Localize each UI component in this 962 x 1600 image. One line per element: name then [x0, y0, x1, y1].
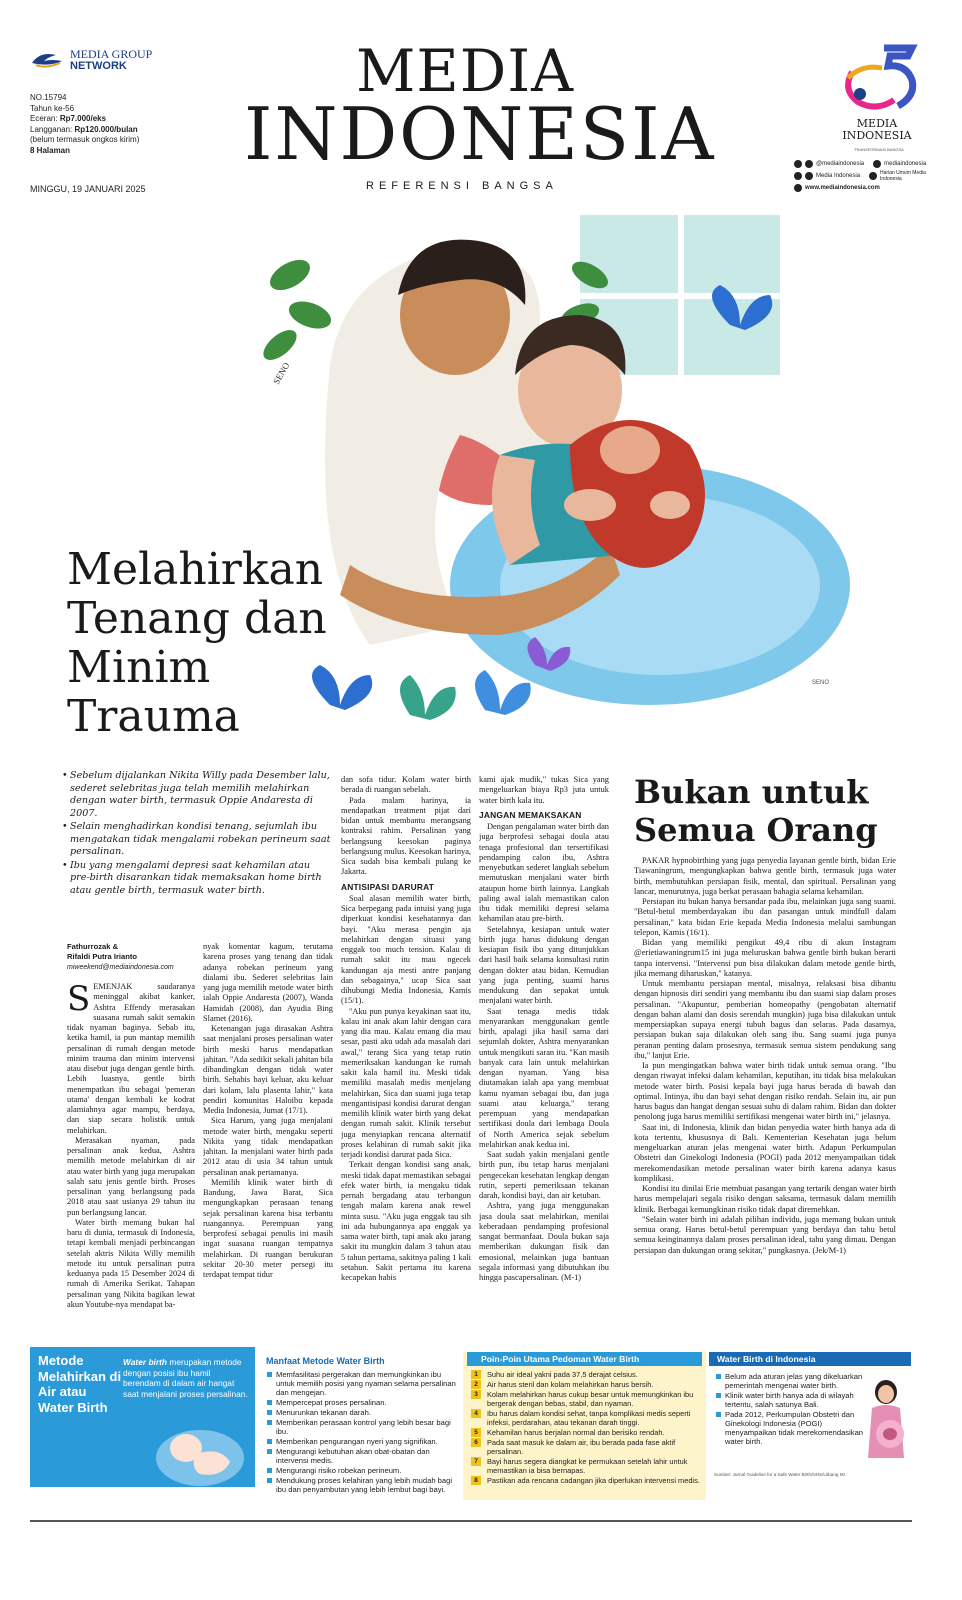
- paragraph: Dengan pengalaman water birth dan juga berprofesi sebagai doula atau tenaga profesional dan tersertifikasi pendamping calon ibu, Ashtra menyebutkan sederet langkah sebelum memutuskan menjalani water birth ataupun home birth lainnya. Langkah paling awal ialah memastikan calon ibu tidak memiliki depresi selama kehamilan atau pre-birth.: [479, 822, 609, 924]
- author-2: Rifaldi Putra Irianto: [67, 952, 138, 961]
- article-column-3: [341, 775, 471, 1344]
- definition-term: Water birth: [123, 1357, 168, 1367]
- paragraph: "Selain water birth ini adalah pilihan individu, juga memang bukan untuk semua orang. Harus betul-betul perempuan yang berdaya dan tahu betul semua keinginannya dalam proses persalinan ideal, tahu yang dimau. Dengan persiapan dan dukungan orang sekitar," pungkasnya. (Jek/M-1): [634, 1214, 896, 1255]
- paragraph: Ashtra, yang juga menggunakan jasa doula saat melahirkan, menilai keberadaan pendamping profesional sangat bermanfaat. Doula bukan saja memberikan dukungan fisik dan emosional, melainkan juga bantuan segala informasi yang dibutuhkan ibu hingga pascapersalinan. (M-1): [479, 1201, 609, 1282]
- number-badge: 1: [471, 1370, 481, 1379]
- anniversary-name: MEDIA INDONESIA: [842, 117, 912, 142]
- benefit-item: Mengurangi kebutuhan akan obat-obatan dan intervensi medis.: [266, 1447, 456, 1465]
- subscription-price: Rp120.000/bulan: [74, 124, 138, 134]
- article-highlights: [62, 770, 332, 898]
- retail-label: Eceran:: [30, 114, 58, 123]
- number-badge: 5: [471, 1428, 481, 1437]
- benefit-item: Menurunkan tekanan darah.: [266, 1408, 456, 1417]
- pregnant-woman-icon: [860, 1378, 912, 1466]
- highlight-item: • Ibu yang mengalami depresi saat kehamilan atau pre-birth disarankan tidak memaksakan home birth atau gentle birth, termasuk water birth.: [62, 860, 332, 898]
- guideline-item: 1 Suhu air ideal yakni pada 37,5 derajat celsius.: [471, 1370, 701, 1379]
- social-handle-4[interactable]: Harian Umum Media Indonesia: [880, 170, 926, 182]
- guideline-item: 4 Ibu harus dalam kondisi sehat, tanpa komplikasi medis seperti infeksi, perdarahan, atau tekanan darah tinggi.: [471, 1409, 701, 1427]
- issue-year: Tahun ke-56: [30, 103, 75, 113]
- benefit-item: Mengurangi risiko robekan perineum.: [266, 1466, 456, 1475]
- paragraph: Untuk membantu persiapan mental, misalnya, relaksasi bisa dibantu dengan hipnosis diri sendiri yang membantu ibu dan suami siap dalam proses persalinan. "Akupuntur, pemberian homeopathy (pengobatan alternatif dengan bahan alami dan dosis serendah mungkin) juga bisa dilakukan untuk mempersiapkan supaya energi tubuh bagus dan selaras. Pada dasarnya, persiapan bukan saja dilakukan oleh sang ibu. Sang suami juga punya peranan penting dalam prosesnya, termasuk semua sistem pendukung sang ibu," lanjut Erie.: [634, 979, 896, 1060]
- paragraph: Saat ini, di Indonesia, klinik dan bidan penyedia water birth hanya ada di kota tertentu, khususnya di Bali. Kementerian Kesehatan juga belum mengeluarkan aturan jelas mengenai water birth. Adapun Perkumpulan Obstetri dan Ginekologi Indonesia (POGI) pada 2012 menyampaikan tidak merekomendasikan metode persalinan water birth karena adanya kasus komplikasi.: [634, 1122, 896, 1183]
- anniversary-subtitle: TRANSFORMASI BANGSA: [854, 147, 904, 152]
- drop-cap: S: [67, 982, 91, 1019]
- sidebar-column: [634, 856, 896, 1344]
- indonesia-item: Pada 2012, Perkumpulan Obstetri dan Ginekologi Indonesia (POGI) menyampaikan tidak merekomendasikan water birth.: [715, 1410, 865, 1446]
- title-top: MEDIA: [356, 37, 575, 105]
- paragraph: Memilih klinik water birth di Bandung, Jawa Barat, Sica mengungkapkan perasaan tenang sejak persalinan karena bisa terbantu ruangannya. Perempuan yang berprofesi sebagai penulis ini masih ingat suasana ruangan tempatnya melahirkan. Di ruangan berukuran sekitar 20-30 meter persegi itu terdapat tempat tidur: [203, 1177, 333, 1279]
- guideline-item: 7 Bayi harus segera diangkat ke permukaan setelah lahir untuk memastikan ia bisa bernapas.: [471, 1457, 701, 1475]
- number-badge: 4: [471, 1409, 481, 1418]
- benefit-item: Memfasilitasi pergerakan dan memungkinkan ibu untuk memilih posisi yang nyaman selama persalinan dan mengejan.: [266, 1370, 456, 1397]
- instagram-icon: [873, 160, 881, 168]
- paragraph: "Aku pun punya keyakinan saat itu, kalau ini anak akan lahir dengan cara yang dia mau. Kalau emang dia mau sesar, pasti aku udah ada masalah dari awal," terang Sica yang tetap rutin memeriksakan kandungan ke rumah sakit kala hamil itu. Meski tidak memiliki masalah medis menjelang melahirkan, Sica dan suami juga tetap mengantisipasi kondisi darurat dengan memilih klinik water birth yang dekat dengan rumah sakit. Klinik tersebut juga menyiapkan rencana alternatif proses kelahiran di rumah sakit jika terjadi kondisi darurat pada Sica.: [341, 1006, 471, 1159]
- guideline-item: 6 Pada saat masuk ke dalam air, ibu berada pada fase aktif persalinan.: [471, 1438, 701, 1456]
- indonesia-list: [715, 1372, 865, 1447]
- paragraph: Soal alasan memilih water birth, Sica berpegang pada intuisi yang juga diperkuat kondisi kesehatannya dan bayi. "Aku merasa pengin aja melahirkan dengan situasi yang enggak too much tension. Kalau di rumah sakit itu mau ngecek kandungan aja mesti antre panjang dan sebagainya," ucap Sica saat dihubungi Media Indonesia, Kamis (15/1).: [341, 893, 471, 1006]
- number-badge: 7: [471, 1457, 481, 1466]
- author-1: Fathurrozak &: [67, 942, 119, 951]
- title-bottom: INDONESIA: [244, 92, 716, 176]
- fetus-in-womb-icon: [150, 1418, 248, 1486]
- newspaper-icon: [869, 172, 877, 180]
- paragraph: Ketenangan juga dirasakan Ashtra saat menjalani proses persalinan water birth meski harus mendapatkan jahitan. "Ada sedikit sekali jahitan bila dibandingkan dengan tidak water birth. Sehabis bayi keluar, aku keluar dari kolam, lalu plasenta lahir," kata pendiri komunitas Haloibu kepada Media Indonesia, Jumat (17/1).: [203, 1024, 333, 1115]
- paragraph: Water birth memang bukan hal baru di dunia, termasuk di Indonesia, tetapi kembali menjadi perbincangan setelah aktris Nikita Willy memilih metode itu untuk persalinan putra keduanya pada 15 Desember 2024 di rumah di Amerika Serikat. Tahapan persalinan yang Nikita bagikan lewat akun Youtube-nya mendapat ba-: [67, 1217, 195, 1309]
- guideline-item: 2 Air harus steril dan kolam melahirkan harus bersih.: [471, 1380, 701, 1389]
- paragraph: Pada malam harinya, ia mendapatkan treatment pijat dari bidan untuk membantu merangsang kontraksi rahim. Persalinan yang berlangsung keesokan paginya berlangsung mulus. Keesokan harinya, Sica sudah bisa kembali pulang ke Jakarta.: [341, 795, 471, 877]
- subscription-label: Langganan:: [30, 124, 73, 134]
- paragraph: Merasakan nyaman, pada persalinan anak kedua, Ashtra memilih metode melahirkan di air atau water birth yang juga merupakan salah satu jenis gentle birth. Proses persalinan yang berlangsung pada 2018 atau saat usianya 29 tahun itu pun berlangsung lancar.: [67, 1135, 195, 1217]
- facebook-icon: [805, 172, 813, 180]
- sidebar-headline: Bukan untuk Semua Orang: [634, 773, 878, 849]
- paragraph: Bidan yang memiliki pengikut 49,4 ribu di akun Instagram @erietiawaningrum15 ini juga meluruskan bahwa gentle birth bukan berarti tanpa intervensi. "Intervensi pun bisa dilakukan dalam metode gentle birth, jika memang diharuskan," katanya.: [634, 938, 896, 978]
- paragraph: kami ajak mudik," tukas Sica yang mengeluarkan biaya Rp3 juta untuk water birth kala itu.: [479, 775, 609, 805]
- social-handle-3[interactable]: Media Indonesia: [816, 173, 861, 179]
- paragraph: Persiapan itu bukan hanya bersandar pada ibu, melainkan juga sang suami. "Betul-betul memberdayakan ibu dan pasangan untuk mindfull dalam persalinan," kata bidan Erie kepada Media Indonesia melalui sambungan telepon, Kamis (16/1).: [634, 897, 896, 937]
- number-badge: 3: [471, 1390, 481, 1399]
- social-handle-2[interactable]: mediaindonesia: [884, 161, 927, 167]
- illustration-credit: SENO: [812, 680, 830, 686]
- benefit-item: Mempercepat proses persalinan.: [266, 1398, 456, 1407]
- youtube-icon: [794, 172, 802, 180]
- subheading-jangan: JANGAN MEMAKSAKAN: [479, 809, 582, 820]
- masthead: [0, 0, 962, 205]
- paragraph: dan sofa tidur. Kolam water birth berada di ruangan sebelah.: [341, 775, 471, 795]
- artist-signature: SENO: [271, 360, 292, 386]
- paragraph: Kondisi itu dinilai Erie membuat pasangan yang tertarik dengan water birth harus mempelajari segala risiko dengan saksama, termasuk dalam memilih klinik. Berbagai kemungkinan risiko tidak dapat diremehkan.: [634, 1184, 896, 1214]
- social-links: [794, 158, 934, 194]
- article-headline: Melahirkan Tenang dan Minim Trauma: [67, 544, 327, 742]
- number-badge: 8: [471, 1476, 481, 1485]
- network-line1: MEDIA GROUP: [70, 47, 153, 61]
- x-icon: [794, 160, 802, 168]
- issue-number: NO.15794: [30, 93, 67, 102]
- paragraph: PAKAR hypnobirthing yang juga penyedia layanan gentle birth, bidan Erie Tiawaningrum, mengungkapkan bahwa gentle birth, termasuk juga water birth, membutuhkan persiapan fisik, mental, dan spiritual. Persalinan yang lancar, menurutnya, juga berkat perasaan bahagia selama kehamilan.: [634, 856, 896, 896]
- source-note: Sumber: Jurnal Guideline for a Safe Water Birth/NHS/Litbang MI: [714, 1472, 845, 1477]
- paragraph: Saat sudah yakin menjalani gentle birth pun, ibu tetap harus menjalani pengecekan kesehatan lengkap dengan rutin, seperti pemeriksaan tekanan darah, kondisi bayi, dan air ketuban.: [479, 1150, 609, 1200]
- guidelines-list: [471, 1370, 701, 1486]
- guideline-item: 8 Pastikan ada rencana cadangan jika diperlukan intervensi medis.: [471, 1476, 701, 1485]
- indonesia-item: Klinik water birth hanya ada di wilayah tertentu, salah satunya Bali.: [715, 1391, 865, 1409]
- subheading-antisipasi: ANTISIPASI DARURAT: [341, 881, 435, 892]
- guideline-item: 3 Kolam melahirkan harus cukup besar untuk memungkinkan ibu bergerak dengan bebas, stabil, dan nyaman.: [471, 1390, 701, 1408]
- byline: [67, 942, 174, 973]
- paragraph: Setelahnya, kesiapan untuk water birth juga harus didukung dengan kesiapan fisik ibu yang ditunjukkan dari hasil baik selama konsultasi rutin dengan dokter atau bidan. Kemudian yang juga penting, suami harus mendukung dan sepakat untuk menjalani water birth.: [479, 924, 609, 1006]
- benefit-item: Memberikan pengurangan nyeri yang signifikan.: [266, 1437, 456, 1446]
- network-logo: [30, 48, 152, 72]
- network-line2: NETWORK: [70, 60, 127, 72]
- guidelines-heading: Poin-Poin Utama Pedoman Water Birth: [467, 1352, 702, 1366]
- subscription-note: (belum termasuk ongkos kirim): [30, 135, 140, 144]
- infobox-title: Metode Melahirkan di Air atau Water Birth: [38, 1353, 122, 1415]
- footer-divider: [30, 1520, 912, 1522]
- benefit-item: Memberikan perasaan kontrol yang lebih besar bagi ibu.: [266, 1418, 456, 1436]
- article-column-1: [67, 982, 195, 1344]
- number-badge: 6: [471, 1438, 481, 1447]
- benefit-item: Mendukung proses kelahiran yang lebih mudah bagi ibu dan penyambutan yang lebih lembut bagi bayi.: [266, 1476, 456, 1494]
- social-handle-1[interactable]: @mediaindonesia: [816, 161, 865, 167]
- highlight-item: • Sebelum dijalankan Nikita Willy pada Desember lalu, sederet selebritas juga telah memilih melahirkan dengan water birth, termasuk Oppie Andaresta di 2007.: [62, 770, 332, 820]
- article-column-2: [203, 942, 333, 1344]
- paragraph: Ia pun mengingatkan bahwa water birth tidak untuk semua orang. "Ibu dengan riwayat infeksi dalam kehamilan, keputihan, itu tidak bisa melakukan metode water birth. Posisi kepala bayi juga harus berada di bawah dan optimal. Intinya, ibu dan bayi sehat dengan risiko rendah. Selain itu, air pun harus bagus dan hangat dengan sesuai suhu di dalam rahim. Bidan dan dokter penolong juga harus memiliki sertifikasi mengenai water birth ini," jelasnya.: [634, 1061, 896, 1122]
- benefits-heading: Manfaat Metode Water Birth: [266, 1356, 385, 1366]
- infobox-definition: [123, 1357, 248, 1399]
- guideline-item: 5 Kehamilan harus berjalan normal dan berisiko rendah.: [471, 1428, 701, 1437]
- author-email[interactable]: miweekend@mediaindonesia.com: [67, 964, 174, 971]
- definition-text: merupakan metode dengan posisi ibu hamil berendam di dalam air hangat saat menjalani proses persalinan.: [123, 1357, 248, 1399]
- paragraph: Sica Harum, yang juga menjalani metode water birth, mengaku seperti Nikita yang tidak mendapatkan jahitan. Ia menjalani water birth pada 2012 atau di usia 34 tahun untuk persalinan anak pertamanya.: [203, 1116, 333, 1177]
- paragraph: Saat tenaga medis tidak menyarankan menggunakan gentle birth, apalagi jika hasil sama dari sejumlah dokter, Ashtra menyarankan untuk mengikuti saran itu. "Kan masih banyak cara lain untuk melahirkan dengan nyaman. Yang bisa diutamakan ialah apa yang membuat kamu nyaman sebagai ibu, dan juga suami atau keluarga," terang perempuan yang mendapatkan sertifikasi doula dari lembaga Doula of North America sejak sebelum melahirkan anak kedua ini.: [479, 1006, 609, 1149]
- number-badge: 2: [471, 1380, 481, 1389]
- indonesia-heading: Water Birth di Indonesia: [709, 1352, 911, 1366]
- page-count: 8 Halaman: [30, 145, 71, 155]
- retail-price: Rp7.000/eks: [59, 114, 107, 123]
- paragraph: nyak komentar kagum, terutama karena proses yang tenang dan tidak adanya robekan perineum yang dialami ibu. Sederet selebritas lain yang juga memilih metode water birth ialah Oppie Andaresta (2007), Wanda Hamidah (2008), dan Ayudia Bing Slamet (2016).: [203, 942, 333, 1023]
- indonesia-item: Belum ada aturan jelas yang dikeluarkan pemerintah mengenai water birth.: [715, 1372, 865, 1390]
- article-column-4: [479, 775, 609, 1344]
- benefits-list: [266, 1370, 456, 1495]
- tagline: REFERENSI BANGSA: [366, 180, 558, 192]
- issue-date: MINGGU, 19 JANUARI 2025: [30, 184, 146, 194]
- paragraph: Terkait dengan kondisi sang anak, meski tidak dapat memastikan sebagai efek water birth, ia mengaku tidak pernah bergadang atau terbangun tengah malam karena anak rewel minta susu. "Aku juga enggak tau sih ini ada hubungannya apa enggak ya sama water birth, tapi anak aku jarang sakit itu mungkin dalam 3 tahun atau 5 tahun pertama, sakitnya paling 1 kali setahun. Sakit pertama itu karena kecapekan habis: [341, 1160, 471, 1282]
- website-link[interactable]: www.mediaindonesia.com: [805, 185, 880, 191]
- guidelines-box: [463, 1352, 706, 1500]
- tiktok-icon: [805, 160, 813, 168]
- issue-meta: [30, 93, 139, 156]
- highlight-item: • Selain menghadirkan kondisi tenang, sejumlah ibu mengatakan tidak mengalami robekan perineum saat persalinan.: [62, 821, 332, 859]
- globe-icon: [794, 184, 802, 192]
- paragraph: EMENJAK saudaranya meninggal akibat kanker, Ashtra Effendy merasakan suasana rumah sakit semakin tidak nyaman baginya. Sebab itu, ketika hamil, ia pun mantap memilih persalinan di rumah dengan metode minim trauma dan minim intervensi atau disebut juga dengan gentle birth. Lebih luasnya, gentle birth menempatkan ibu sebagai 'pemeran utama' dengan kembali ke kodrat alamiahnya agar mampu, berdaya, dan siap secara holistik untuk melahirkan.: [67, 982, 195, 1135]
- eagle-logo-icon: [30, 49, 64, 71]
